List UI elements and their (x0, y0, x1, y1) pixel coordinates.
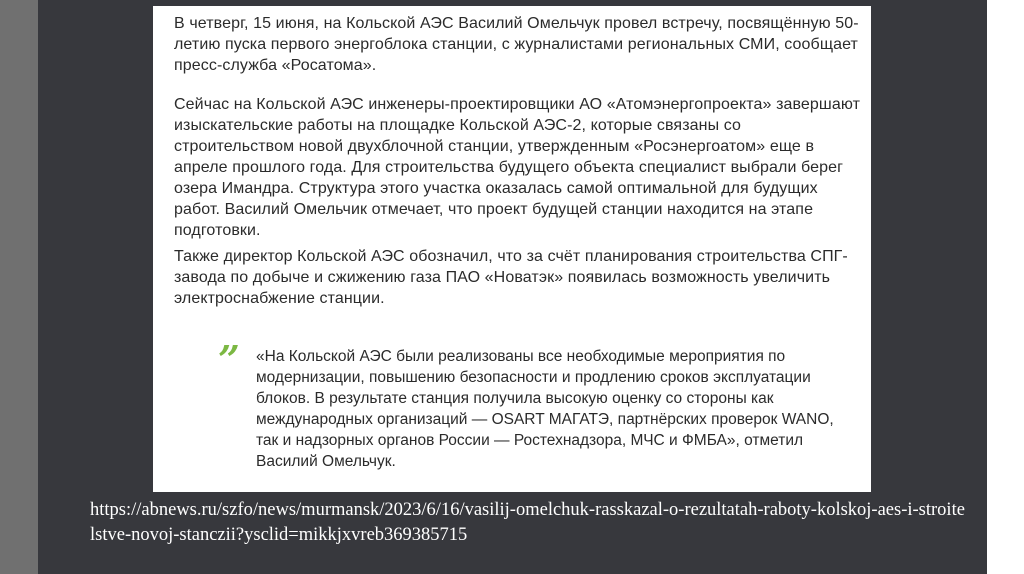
article-screenshot (153, 6, 871, 492)
article-quote: «На Кольской АЭС были реализованы все необходимые мероприятия по модернизации, повышению безопасности и продлению сроков эксплуатации блоков. В результате станция получила высокую оценку со стороны как международных организаций — OSART МАГАТЭ, партнёрских проверок WANO, так и надзорных органов России — Ростехнадзора, МЧС и ФМБА», отметил Василий Омельчук. (256, 348, 834, 470)
left-accent-bar (0, 0, 38, 574)
article-paragraph-3: Также директор Кольской АЭС обозначил, что за счёт планирования строительства СПГ-завода по добыче и сжижению газа ПАО «Новатэк» появилась возможность увеличить электроснабжение станции. (174, 248, 848, 307)
article-paragraph-2: Сейчас на Кольской АЭС инженеры-проектировщики АО «Атомэнергопроекта» завершают изыскательские работы на площадке Кольской АЭС-2, которые связаны со строительством новой двухблочной станции, утвержденным «Росэнергоатом» еще в апреле прошлого года. Для строительства будущего объекта специалист выбрали берег озера Имандра. Структура этого участка оказалась самой оптимальной для будущих работ. Василий Омельчик отмечает, что проект будущей станции находится на этапе подготовки. (174, 96, 861, 239)
quote-mark-icon: ” (218, 337, 240, 382)
source-link[interactable]: https://abnews.ru/szfo/news/murmansk/2023/6/16/vasilij-omelchuk-rasskazal-o-rezultatah-raboty-kolskoj-aes-i-stroitelstve-novoj-stanczii?ysclid=mikkjxvreb369385715 (90, 500, 965, 545)
article-paragraph-1: В четверг, 15 июня, на Кольской АЭС Василий Омельчук провел встречу, посвящённую 50-летию пуска первого энергоблока станции, с журналистами региональных СМИ, сообщает пресс-служба «Росатома». (174, 15, 859, 74)
